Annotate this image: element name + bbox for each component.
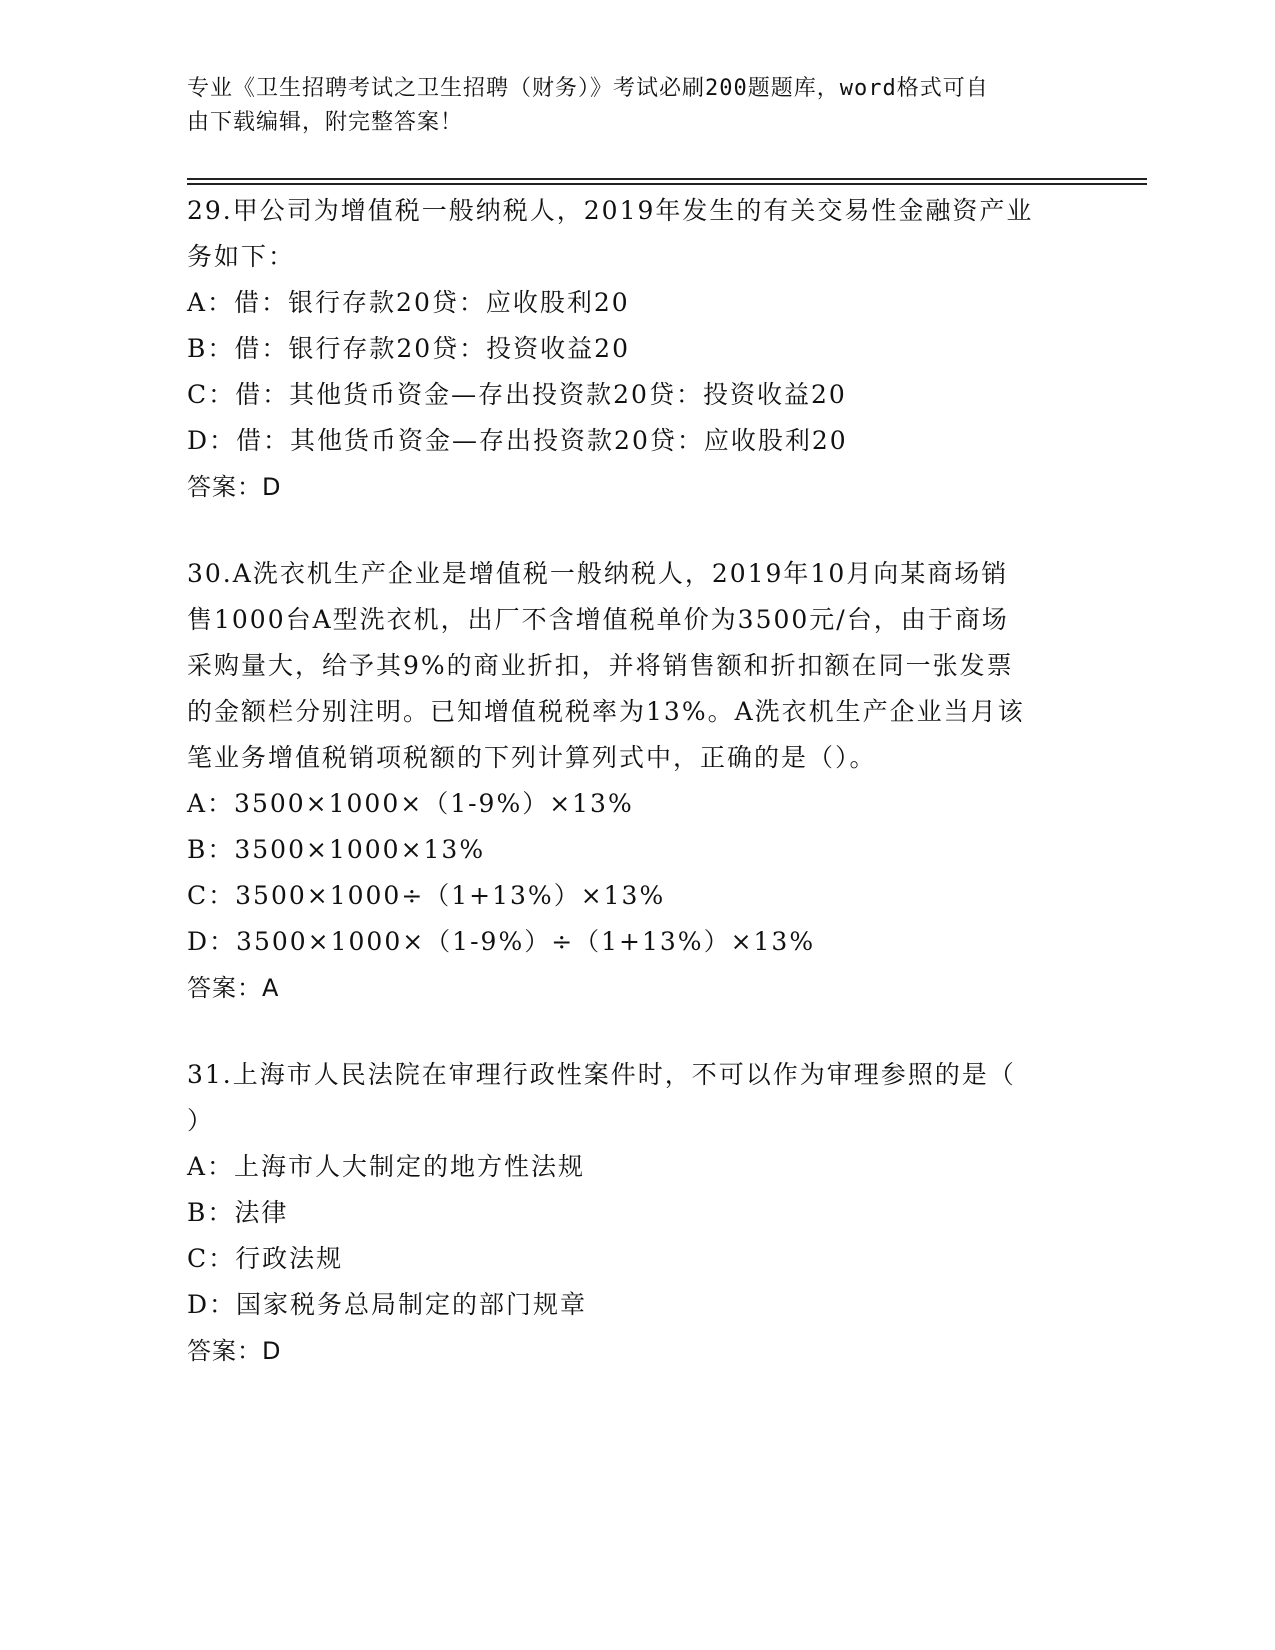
answer-line: 答案：A	[187, 974, 280, 1002]
option-b: B：法律	[187, 1198, 289, 1227]
document-header	[187, 72, 1067, 140]
question-29	[187, 188, 1087, 510]
header-line: 由下载编辑，附完整答案！	[187, 110, 464, 135]
question-stem-line: 的金额栏分别注明。已知增值税税率为13%。A洗衣机生产企业当月该	[187, 697, 1025, 726]
answer-line: 答案：D	[187, 1337, 282, 1365]
option-a: A：借：银行存款20贷：应收股利20	[187, 288, 630, 317]
question-stem-line: 采购量大，给予其9%的商业折扣，并将销售额和折扣额在同一张发票	[187, 651, 1014, 680]
answer-line: 答案：D	[187, 473, 282, 501]
option-c: C：借：其他货币资金—存出投资款20贷：投资收益20	[187, 380, 847, 409]
option-d: D：国家税务总局制定的部门规章	[187, 1290, 588, 1319]
option-a: A：3500×1000×（1-9%）×13%	[187, 789, 634, 818]
header-divider-top	[187, 178, 1147, 180]
question-stem-line: 29.甲公司为增值税一般纳税人，2019年发生的有关交易性金融资产业	[187, 196, 1034, 225]
question-stem-line: 售1000台A型洗衣机，出厂不含增值税单价为3500元/台，由于商场	[187, 605, 1009, 634]
option-b: B：3500×1000×13%	[187, 835, 486, 864]
option-d: D：借：其他货币资金—存出投资款20贷：应收股利20	[187, 426, 848, 455]
option-b: B：借：银行存款20贷：投资收益20	[187, 334, 630, 363]
header-line: 专业《卫生招聘考试之卫生招聘（财务）》考试必刷200题题库，word格式可自	[187, 76, 989, 101]
option-d: D：3500×1000×（1-9%）÷（1+13%）×13%	[187, 927, 816, 956]
option-c: C：行政法规	[187, 1244, 344, 1273]
question-stem-line: 务如下：	[187, 242, 296, 271]
question-stem-line: 31.上海市人民法院在审理行政性案件时，不可以作为审理参照的是（	[187, 1060, 1016, 1089]
question-30	[187, 551, 1087, 1011]
option-c: C：3500×1000÷（1+13%）×13%	[187, 881, 666, 910]
question-stem-line: 30.A洗衣机生产企业是增值税一般纳税人，2019年10月向某商场销	[187, 559, 1009, 588]
header-divider-bottom	[187, 183, 1147, 185]
question-31	[187, 1052, 1087, 1374]
question-stem-line: 笔业务增值税销项税额的下列计算列式中，正确的是（）。	[187, 743, 877, 772]
question-stem-line: ）	[187, 1106, 215, 1135]
option-a: A：上海市人大制定的地方性法规	[187, 1152, 586, 1181]
